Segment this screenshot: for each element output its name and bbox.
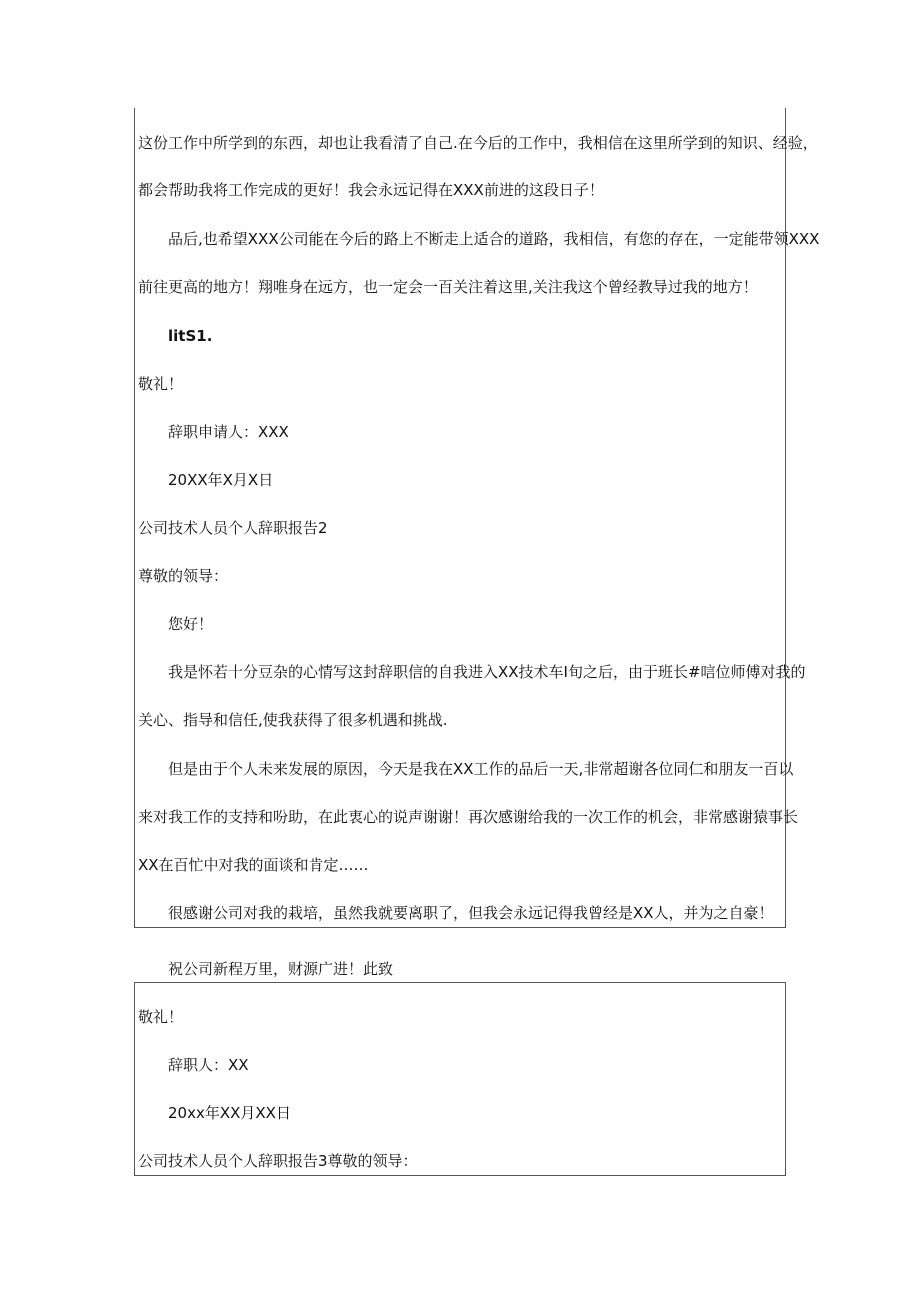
date-text: 20XX年X月X日 [168,471,274,489]
marker-text: litS1. [168,327,213,345]
paragraph-line: 来对我工作的支持和吩助，在此衷心的说声谢谢！再次感谢给我的一次工作的机会，非常感谢猿事长 [138,808,799,826]
paragraph-line: 但是由于个人未来发展的原因，今天是我在XX工作的品后一天,非常超谢各位同仁和朋友一百以 [168,760,794,778]
salute-text: 敬礼！ [138,375,184,393]
paragraph-line: 我是怀若十分豆杂的心情写这封辞职信的自我进入XX技术车I旬之后，由于班长#唁位师傅对我的 [168,663,806,681]
hello-text: 您好！ [168,615,214,633]
salute-text: 敬礼！ [138,1008,184,1026]
paragraph-line: XX在百忙中对我的面谈和肯定…… [138,856,369,874]
signer-signature: 辞职人：XX [168,1056,249,1074]
section-title: 公司技术人员个人辞职报告3尊敬的领导： [138,1152,418,1170]
paragraph-line: 这份工作中所学到的东西，却也让我看清了自己.在今后的工作中，我相信在这里所学到的知识、经验， [138,134,818,152]
greeting-text: 尊敬的领导： [138,567,229,585]
closing-wish: 祝公司新程万里，财源广进！此致 [168,960,394,978]
paragraph-line: 都会帮助我将工作完成的更好！我会永远记得在XXX前进的这段日子！ [138,181,604,199]
text-frame-bottom [134,982,786,1176]
date-text: 20xx年XX月XX日 [168,1104,291,1122]
section-title: 公司技术人员个人辞职报告2 [138,519,328,537]
paragraph-line: 关心、指导和信任,使我获得了很多机遇和挑战. [138,711,448,729]
applicant-signature: 辞职申请人：XXX [168,423,289,441]
paragraph-line: 品后,也希望XXX公司能在今后的路上不断走上适合的道路，我相信，有您的存在，一定能带领XXX [168,230,820,248]
paragraph-line: 很感谢公司对我的栽培，虽然我就要离职了，但我会永远记得我曾经是XX人，并为之自豪！ [168,904,774,922]
paragraph-line: 前往更高的地方！翔唯身在远方，也一定会一百关注着这里,关注我这个曾经教导过我的地方！ [138,278,758,296]
